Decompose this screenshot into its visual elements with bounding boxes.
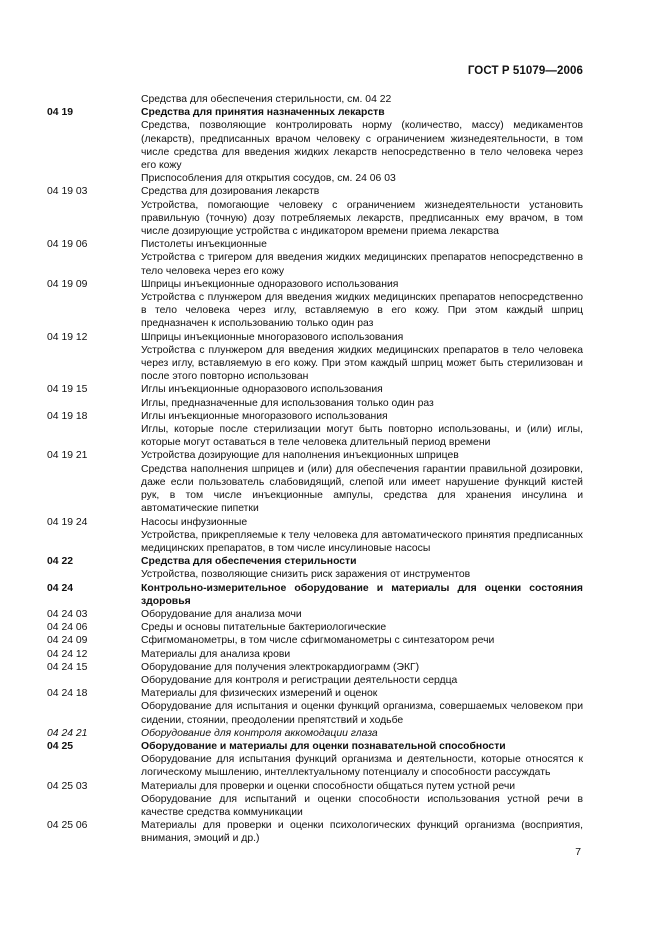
entry-text: Контрольно-измерительное оборудование и материалы для оценки состояния здоровья (141, 582, 583, 607)
entry-text: Материалы для физических измерений и оценок (141, 688, 378, 700)
list-entry (47, 238, 583, 251)
entry-code: 04 24 06 (47, 622, 88, 634)
entry-text: Оборудование и материалы для оценки познавательной способности (141, 740, 506, 752)
entry-text: Оборудование для анализа мочи (141, 608, 302, 620)
entry-text: Оборудование для испытаний и оценки способности использования устной речи в качестве средства коммуникации (141, 793, 583, 818)
entry-code (47, 119, 141, 172)
list-entry (47, 119, 583, 172)
entry-code: 04 24 09 (47, 635, 88, 647)
list-entry (47, 780, 583, 793)
list-entry (47, 278, 583, 291)
entry-code: 04 19 24 (47, 516, 88, 528)
entry-code (47, 423, 141, 449)
entry-code: 04 19 15 (47, 384, 88, 396)
list-entry (47, 344, 583, 384)
list-entry (47, 582, 583, 608)
list-entry (47, 555, 583, 568)
entry-code: 04 19 (47, 107, 74, 119)
entry-text: Иглы инъекционные одноразового использования (141, 384, 383, 396)
list-entry (47, 687, 583, 700)
entry-text: Среды и основы питательные бактериологические (141, 622, 387, 634)
entry-code (47, 397, 141, 410)
list-entry (47, 608, 583, 621)
entry-text: Материалы для проверки и оценки психологических функций организма (восприятия, внимания, эмоций и др.) (141, 820, 583, 845)
entry-code (47, 463, 141, 516)
list-entry (47, 753, 583, 779)
entry-text: Средства для принятия назначенных лекарств (141, 107, 385, 119)
entry-text: Средства наполнения шприцев и (или) для обеспечения гарантии правильной дозировки, даже если пользователь слабовидящий, слепой или имеет нарушение функций кистей рук, в том числе инъекционные ампулы, средства для хранения инсулина и автоматические пипетки (141, 463, 583, 515)
document-header: ГОСТ Р 51079—2006 (467, 65, 583, 77)
list-entry (47, 648, 583, 661)
list-entry (47, 568, 583, 581)
list-entry (47, 727, 583, 740)
classification-list (47, 93, 583, 846)
entry-text: Устройства, прикрепляемые к телу человека для автоматического принятия предписанных медицинских препаратов, в том числе инсулиновые насосы (141, 529, 583, 554)
entry-text: Оборудование для получения электрокардиограмм (ЭКГ) (141, 661, 420, 673)
entry-text: Шприцы инъекционные многоразового использования (141, 331, 404, 343)
entry-code: 04 25 (47, 740, 74, 752)
list-entry (47, 449, 583, 462)
list-entry (47, 661, 583, 674)
entry-text: Устройства, позволяющие снизить риск заражения от инструментов (141, 569, 471, 581)
entry-text: Приспособления для открытия сосудов, см. 24 06 03 (141, 173, 396, 185)
entry-code (47, 344, 141, 384)
list-entry (47, 634, 583, 647)
entry-text: Средства, позволяющие контролировать норму (количество, массу) медикаментов (лекарств), предписанных врачом человеку с ограничением жизнедеятельности, в том числе средства для введения жидких лекарств непосредственно в тело человека через его кожу (141, 120, 583, 172)
entry-text: Средства для обеспечения стерильности (141, 556, 357, 568)
entry-code (47, 753, 141, 779)
entry-code: 04 22 (47, 556, 74, 568)
entry-code (47, 568, 141, 581)
list-entry (47, 423, 583, 449)
entry-text: Устройства, помогающие человеку с ограничением жизнедеятельности установить правильную (точную) дозу потребляемых лекарств, предписанных ему врачом, в том числе дозирующие устройства с индикатором времени приема лекарства (141, 199, 583, 238)
list-entry (47, 331, 583, 344)
list-entry (47, 516, 583, 529)
entry-code (47, 172, 141, 185)
entry-text: Иглы инъекционные многоразового использования (141, 410, 388, 422)
entry-code: 04 24 15 (47, 661, 88, 673)
entry-text: Материалы для проверки и оценки способности общаться путем устной речи (141, 780, 516, 792)
entry-text: Шприцы инъекционные одноразового использования (141, 278, 399, 290)
entry-code: 04 25 03 (47, 780, 88, 792)
entry-text: Средства для обеспечения стерильности, см. 04 22 (141, 94, 392, 105)
entry-text: Насосы инфузионные (141, 516, 248, 528)
entry-code: 04 24 18 (47, 688, 88, 700)
entry-code: 04 19 12 (47, 331, 88, 343)
entry-text: Сфигмоманометры, в том числе сфигмоманометры с синтезатором речи (141, 635, 495, 647)
list-entry (47, 621, 583, 634)
page-number: 7 (575, 847, 581, 858)
entry-text: Устройства с тригером для введения жидких медицинских препаратов непосредственно в тело человека через его кожу (141, 252, 583, 277)
entry-code: 04 24 12 (47, 648, 88, 660)
entry-code: 04 19 21 (47, 450, 88, 462)
list-entry (47, 793, 583, 819)
list-entry (47, 93, 583, 106)
entry-text: Устройства с плунжером для введения жидких медицинских препаратов в тело человека через иглу, вставляемую в его кожу. При этом каждый шприц может быть стерилизован и после этого повторно использован (141, 344, 583, 383)
entry-code (47, 291, 141, 331)
entry-code: 04 19 09 (47, 278, 88, 290)
entry-code (47, 529, 141, 555)
list-entry (47, 291, 583, 331)
entry-code: 04 19 18 (47, 410, 88, 422)
entry-code (47, 700, 141, 726)
list-entry (47, 700, 583, 726)
entry-code: 04 24 (47, 582, 74, 594)
entry-code (47, 199, 141, 239)
list-entry (47, 383, 583, 396)
entry-text: Оборудование для контроля и регистрации деятельности сердца (141, 674, 458, 686)
entry-code: 04 19 03 (47, 186, 88, 198)
entry-text: Оборудование для испытания функций организма и деятельности, которые относятся к логическому мышлению, интеллектуальному потенциалу и способности рассуждать (141, 754, 583, 779)
entry-code (47, 793, 141, 819)
list-entry (47, 819, 583, 845)
list-entry (47, 674, 583, 687)
list-entry (47, 529, 583, 555)
entry-text: Оборудование для контроля аккомодации глаза (141, 727, 378, 739)
entry-text: Иглы, предназначенные для использования только один раз (141, 397, 434, 409)
list-entry (47, 397, 583, 410)
list-entry (47, 251, 583, 277)
list-entry (47, 185, 583, 198)
list-entry (47, 410, 583, 423)
list-entry (47, 463, 583, 516)
entry-code (47, 251, 141, 277)
entry-code: 04 19 06 (47, 239, 88, 251)
list-entry (47, 172, 583, 185)
entry-code (47, 674, 141, 687)
entry-text: Материалы для анализа крови (141, 648, 291, 660)
entry-code: 04 24 03 (47, 608, 88, 620)
entry-text: Устройства с плунжером для введения жидких медицинских препаратов непосредственно в тело человека через иглу, вставляемую в его кожу. При этом каждый шприц предназначен к использованию только один раз (141, 292, 583, 330)
entry-text: Оборудование для испытания и оценки функций организма, совершаемых человеком при сидении, стоянии, преодолении препятствий и ходьбе (141, 701, 583, 726)
list-entry (47, 106, 583, 119)
entry-text: Пистолеты инъекционные (141, 239, 267, 251)
entry-text: Иглы, которые после стерилизации могут быть повторно использованы, и (или) иглы, которые могут оставаться в теле человека длительный период времени (141, 424, 583, 449)
list-entry (47, 740, 583, 753)
entry-text: Устройства дозирующие для наполнения инъекционных шприцев (141, 450, 459, 462)
entry-code: 04 24 21 (47, 727, 88, 739)
entry-code: 04 25 06 (47, 820, 88, 832)
entry-code (47, 93, 141, 106)
entry-text: Средства для дозирования лекарств (141, 186, 320, 198)
list-entry (47, 199, 583, 239)
